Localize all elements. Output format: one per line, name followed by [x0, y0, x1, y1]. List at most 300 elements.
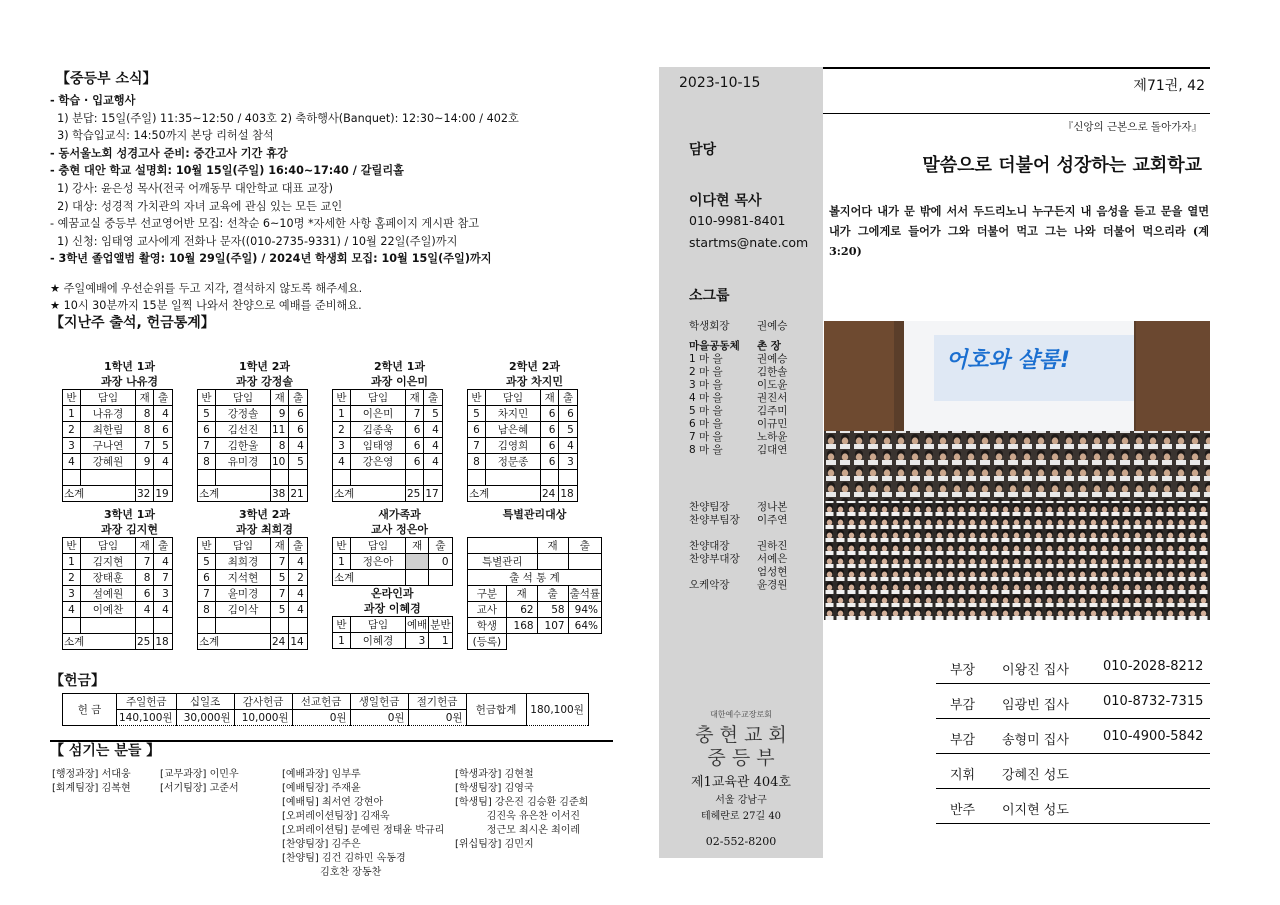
- class-table: [62, 389, 173, 502]
- staff-row: [689, 579, 787, 592]
- column-header: 담임: [216, 390, 271, 406]
- table-row: [333, 554, 453, 570]
- volume-number: 제71권, 42: [1133, 78, 1205, 94]
- contact-row: [936, 685, 1210, 719]
- column-header: 재: [271, 538, 289, 554]
- table-cell: [537, 554, 568, 570]
- table-cell: 4: [333, 454, 351, 470]
- table-cell: 이은미: [351, 406, 406, 422]
- table-cell: 임태영: [351, 438, 406, 454]
- servant-item: [예배팀장] 주재윤: [282, 783, 361, 794]
- table-row: [468, 422, 578, 438]
- column-header: 재: [271, 390, 289, 406]
- church-room: 제1교육관 404호: [690, 775, 791, 790]
- table-cell: [333, 470, 351, 486]
- column-header: 담임: [351, 538, 406, 554]
- offering-total: 180,100원: [526, 694, 588, 726]
- table-cell: 8: [198, 454, 216, 470]
- table-cell: 2: [289, 570, 307, 586]
- contact-phone: 010-8732-7315: [1103, 694, 1204, 709]
- special-title: 특별관리대상: [502, 508, 567, 521]
- table-row: [63, 602, 173, 618]
- staff-role: 2 마 을: [689, 366, 723, 378]
- staff-row: [689, 353, 787, 366]
- table-cell: 9: [136, 454, 154, 470]
- table-header: [198, 538, 308, 554]
- contact-name: 임광빈 집사: [1002, 698, 1069, 713]
- subtotal-value: 18: [154, 634, 172, 650]
- table-cell: 차지민: [486, 406, 541, 422]
- table-cell: 4: [136, 602, 154, 618]
- table-cell: 4: [154, 554, 172, 570]
- table-cell: 6: [406, 454, 424, 470]
- class-table: [332, 389, 443, 502]
- table-cell: 4: [424, 454, 442, 470]
- stats-footer: (등록): [468, 634, 507, 650]
- church-addr1: 서울 강남구: [715, 795, 767, 806]
- contact-phone: 010-4900-5842: [1103, 729, 1204, 744]
- table-cell: 정은아: [351, 554, 406, 570]
- table-cell: 3: [154, 586, 172, 602]
- group-leader: 과장 강정솔: [236, 375, 293, 388]
- table-row: [198, 618, 308, 634]
- table-cell: [198, 618, 216, 634]
- table-cell: 남은혜: [486, 422, 541, 438]
- table-cell: 김선진: [216, 422, 271, 438]
- table-cell: 4: [289, 554, 307, 570]
- bible-verse: 볼지어다 내가 문 밖에 서서 두드리노니 누구든지 내 음성을 듣고 문을 열면 내가 그에게로 들어가 그와 더불어 먹고 그는 나와 더불어 먹으리라 (계 3:20): [829, 204, 1209, 258]
- table-cell: 6: [541, 438, 559, 454]
- table-cell: 168: [506, 618, 537, 634]
- staff-row: [689, 379, 787, 392]
- staff-name: 김주미: [757, 405, 788, 417]
- subtotal-row: [198, 634, 308, 650]
- table-cell: 교사: [468, 602, 507, 618]
- table-cell: [154, 470, 172, 486]
- table-cell: [506, 634, 601, 650]
- staff-name: 정나본: [757, 501, 788, 513]
- subtotal-label: 소계: [63, 486, 136, 502]
- servants-title: 【 섬기는 분들 】: [50, 743, 161, 759]
- table-cell: 3: [559, 454, 577, 470]
- offering-row-label: 헌 금: [63, 694, 117, 726]
- table-cell: 5: [271, 570, 289, 586]
- staff-role: 4 마 을: [689, 392, 723, 404]
- subtotal-value: 25: [406, 486, 424, 502]
- column-header: 출: [429, 538, 452, 554]
- staff-row: [689, 418, 787, 431]
- motto: 『신앙의 근본으로 돌아가자』: [1062, 121, 1202, 133]
- servant-item: [학생팀장] 김영국: [455, 783, 534, 794]
- table-cell: 김이삭: [216, 602, 271, 618]
- servant-item: [오퍼레이션팀] 문예린 정태윤 박규리: [282, 825, 445, 836]
- group-grade: 1학년 1과: [103, 360, 155, 373]
- table-header: [333, 390, 443, 406]
- table-cell: 8: [468, 454, 486, 470]
- smallgroup-label: 소그룹: [689, 288, 730, 304]
- column-header: 재: [136, 390, 154, 406]
- table-cell: 설예원: [81, 586, 136, 602]
- column-header: 재: [541, 390, 559, 406]
- group-leader: 과장 나유경: [101, 375, 158, 388]
- table-cell: 4: [289, 586, 307, 602]
- contact-role: 반주: [950, 803, 976, 818]
- table-cell: 구나연: [81, 438, 136, 454]
- pastor-email: startms@nate.com: [689, 235, 809, 250]
- staff-name: 이규민: [757, 418, 788, 430]
- table-cell: 나유경: [81, 406, 136, 422]
- table-cell: 4: [289, 602, 307, 618]
- table-cell: [136, 618, 154, 634]
- table-row: [63, 570, 173, 586]
- table-cell: [63, 618, 81, 634]
- table-cell: 5: [154, 438, 172, 454]
- news-item: 2) 대상: 성경적 가치관의 자녀 교육에 관심 있는 모든 교인: [50, 199, 343, 213]
- servant-item: [서기팀장] 고준서: [160, 783, 239, 794]
- contact-role: 지휘: [950, 768, 976, 783]
- subtotal-label: 소계: [468, 486, 541, 502]
- offering-name: 감사헌금: [234, 694, 292, 710]
- table-cell: 107: [537, 618, 568, 634]
- table-cell: 7: [271, 554, 289, 570]
- group-leader: 과장 김지현: [101, 523, 158, 536]
- table-cell: 64%: [568, 618, 601, 634]
- column-header: 반: [333, 538, 351, 554]
- subtotal-value: 17: [424, 486, 442, 502]
- table-row: [468, 406, 578, 422]
- column-header: 재: [506, 586, 537, 602]
- subtotal-label: 소계: [63, 634, 136, 650]
- column-header: 반: [333, 390, 351, 406]
- table-cell: 강은영: [351, 454, 406, 470]
- offering-names: [63, 694, 589, 710]
- staff-name: 이도윤: [757, 379, 788, 391]
- staff-row: [689, 392, 787, 405]
- group-grade: 2학년 2과: [508, 360, 560, 373]
- table-cell: 4: [63, 454, 81, 470]
- staff-row: [689, 501, 787, 514]
- staff-row: [689, 340, 781, 353]
- servant-item: [찬양팀] 김건 김하민 옥동경: [282, 853, 406, 864]
- contact-role: 부감: [950, 698, 976, 713]
- staff-role: 찬양대장: [689, 540, 730, 552]
- table-cell: [198, 470, 216, 486]
- subtotal-value: 24: [541, 486, 559, 502]
- table-row: [468, 438, 578, 454]
- contact-row: [936, 790, 1210, 824]
- servant-item: [예배과장] 임부루: [282, 769, 361, 780]
- news-item: - 동서울노회 성경고사 준비: 중간고사 기간 휴강: [50, 146, 288, 160]
- servant-item: 김호찬 장동찬: [282, 867, 382, 878]
- offering-name: 십일조: [176, 694, 234, 710]
- table-row: [198, 554, 308, 570]
- table-cell: 5: [271, 602, 289, 618]
- table-cell: 이예찬: [81, 602, 136, 618]
- group-grade: 새가족과: [378, 508, 421, 521]
- servant-item: [행정과장] 서대웅: [52, 769, 131, 780]
- column-header: 출: [559, 390, 577, 406]
- staff-name: 서예은: [757, 553, 788, 565]
- table-cell: 0: [429, 554, 452, 570]
- table-cell: 강정솔: [216, 406, 271, 422]
- table-row: [198, 454, 308, 470]
- subtotal-value: 14: [289, 634, 307, 650]
- table-row: [333, 470, 443, 486]
- offering-amount: 140,100원: [117, 710, 177, 726]
- table-cell: 정문종: [486, 454, 541, 470]
- staff-row: [689, 540, 787, 553]
- servant-item: [교무과장] 이민우: [160, 769, 239, 780]
- staff-name: 권진서: [757, 392, 788, 404]
- table-cell: 1: [63, 554, 81, 570]
- staff-role: 마을공동체: [689, 340, 740, 352]
- table-cell: [351, 470, 406, 486]
- table-cell: 장태훈: [81, 570, 136, 586]
- online-cols: [333, 617, 453, 633]
- table-cell: 9: [271, 406, 289, 422]
- table-row: [468, 454, 578, 470]
- online-leader: 과장 이혜경: [363, 602, 421, 615]
- offering-table: [62, 693, 589, 726]
- table-cell: 7: [406, 406, 424, 422]
- table-cell: 8: [136, 406, 154, 422]
- class-group: [197, 507, 332, 650]
- staff-role: 찬양부대장: [689, 553, 740, 565]
- servants-col-3: [282, 768, 444, 880]
- column-header: 반: [333, 617, 351, 633]
- table-row: [198, 586, 308, 602]
- table-cell: [271, 618, 289, 634]
- contact-row: [936, 720, 1210, 754]
- newfamily-group: [332, 507, 467, 650]
- table-cell: 김종욱: [351, 422, 406, 438]
- table-cell: 6: [289, 422, 307, 438]
- table-cell: [63, 470, 81, 486]
- staff-name: 윤경원: [757, 579, 788, 591]
- column-header: 반: [468, 390, 486, 406]
- subtotal-row: [63, 486, 173, 502]
- staff-role: 찬양팀장: [689, 501, 730, 513]
- table-cell: 최한림: [81, 422, 136, 438]
- table-cell: 6: [559, 406, 577, 422]
- stats-title-row: [468, 570, 602, 586]
- class-group: [62, 359, 197, 502]
- table-cell: 3: [406, 633, 429, 649]
- table-cell: 4: [154, 406, 172, 422]
- crowd-front: [824, 501, 1210, 620]
- table-cell: 6: [541, 406, 559, 422]
- table-row: [198, 406, 308, 422]
- table-cell: 학생: [468, 618, 507, 634]
- staff-role: 오케악장: [689, 579, 730, 591]
- table-row: [198, 602, 308, 618]
- table-cell: 1: [429, 633, 452, 649]
- staff-name: 권하진: [757, 540, 788, 552]
- column-header: 담임: [486, 390, 541, 406]
- dept-name: 중 등 부: [707, 747, 775, 769]
- table-cell: 4: [289, 438, 307, 454]
- table-cell: 5: [289, 454, 307, 470]
- contact-role: 부장: [950, 663, 976, 678]
- newfamily-table: [332, 537, 453, 649]
- subtotal-label: 소계: [333, 486, 406, 502]
- column-header: 출: [568, 538, 601, 554]
- servants-col-4: [455, 768, 588, 852]
- staff-name: 권예승: [757, 353, 788, 365]
- servant-item: [학생과장] 김현철: [455, 769, 534, 780]
- table-cell: 2: [63, 570, 81, 586]
- servant-item: 정근모 최시온 최이레: [455, 825, 581, 836]
- table-cell: 6: [468, 422, 486, 438]
- subtotal-row: [468, 486, 578, 502]
- servant-item: [학생팀] 강은진 김승환 김준희: [455, 797, 589, 808]
- column-header: 반: [63, 538, 81, 554]
- group-leader: 과장 최희경: [236, 523, 293, 536]
- table-cell: [468, 538, 538, 554]
- table-row: [333, 633, 453, 649]
- subtotal-row: [63, 634, 173, 650]
- table-row: [198, 470, 308, 486]
- servant-item: 김진욱 유은찬 이서진: [455, 811, 581, 822]
- offering-title: 【헌금】: [50, 673, 106, 689]
- class-group: [62, 507, 197, 650]
- offering-amount: 0원: [408, 710, 466, 726]
- column-header: 출: [154, 390, 172, 406]
- left-panel: [50, 70, 610, 332]
- church-tel: 02-552-8200: [705, 835, 777, 848]
- table-row: [333, 454, 443, 470]
- notes-list: [50, 280, 610, 314]
- table-row: [63, 586, 173, 602]
- column-header: 재: [537, 538, 568, 554]
- servant-item: [위십팀장] 김민지: [455, 839, 534, 850]
- news-item: - 충현 대안 학교 설명회: 10월 15일(주일) 16:40~17:40 / 갈릴리홀: [50, 164, 404, 178]
- table-cell: [216, 470, 271, 486]
- staff-role: 6 마 을: [689, 418, 723, 430]
- table-cell: 6: [406, 422, 424, 438]
- staff-name: 노하윤: [757, 431, 788, 443]
- column-header: 담임: [81, 538, 136, 554]
- table-row: [198, 438, 308, 454]
- offering-amount: 0원: [292, 710, 350, 726]
- subtotal-value: 32: [136, 486, 154, 502]
- group-leader: 과장 이은미: [371, 375, 428, 388]
- table-cell: [216, 618, 271, 634]
- staff-name: 촌 장: [757, 340, 781, 352]
- table-row: [63, 438, 173, 454]
- column-header: 담임: [351, 617, 406, 633]
- table-row: [63, 554, 173, 570]
- table-cell: 2: [63, 422, 81, 438]
- table-cell: [568, 554, 601, 570]
- subtotal-value: 38: [271, 486, 289, 502]
- special-label: 특별관리: [468, 554, 538, 570]
- offering-amount: 10,000원: [234, 710, 292, 726]
- contact-name: 강혜진 성도: [1002, 768, 1069, 783]
- staff-row: [689, 366, 787, 379]
- table-cell: [289, 618, 307, 634]
- column-header: 재: [136, 538, 154, 554]
- news-item: - 학습 · 입교행사: [50, 94, 136, 107]
- column-header: 담임: [81, 390, 136, 406]
- table-cell: 6: [541, 454, 559, 470]
- note-item: ★ 주일예배에 우선순위를 두고 지각, 결석하지 않도록 해주세요.: [50, 281, 363, 295]
- table-cell: 6: [136, 586, 154, 602]
- subtotal-label: 소계: [333, 570, 406, 586]
- staff-role: 찬양부팀장: [689, 514, 740, 526]
- subtotal-value: 21: [289, 486, 307, 502]
- column-header: 구분: [468, 586, 507, 602]
- table-cell: [486, 470, 541, 486]
- column-header: 분반: [429, 617, 452, 633]
- table-cell: 5: [198, 406, 216, 422]
- table-cell: 11: [271, 422, 289, 438]
- group-grade: 2학년 1과: [373, 360, 425, 373]
- subtotal-value: 25: [136, 634, 154, 650]
- table-header: [63, 390, 173, 406]
- table-cell: 7: [154, 570, 172, 586]
- header-rule: [823, 67, 1210, 69]
- staff-label: 담당: [689, 142, 717, 158]
- group-leader: 과장 차지민: [506, 375, 563, 388]
- table-cell: 7: [198, 586, 216, 602]
- subtotal-row: [198, 486, 308, 502]
- table-row: [198, 422, 308, 438]
- header-rule-2: [823, 113, 1210, 114]
- column-header: 담임: [216, 538, 271, 554]
- table-cell: 지석현: [216, 570, 271, 586]
- staff-role: 5 마 을: [689, 405, 723, 417]
- pastor-phone: 010-9981-8401: [689, 213, 786, 228]
- table-cell: 김지현: [81, 554, 136, 570]
- staff-row: [689, 431, 787, 444]
- subtotal-row: [333, 486, 443, 502]
- table-cell: 4: [424, 438, 442, 454]
- table-header: [63, 538, 173, 554]
- table-row: [333, 406, 443, 422]
- table-cell: 6: [541, 422, 559, 438]
- offering-name: 주일헌금: [117, 694, 177, 710]
- table-row: [468, 554, 602, 570]
- table-cell: 2: [333, 422, 351, 438]
- offering-total-label: 헌금합계: [466, 694, 526, 726]
- special-group: [467, 507, 602, 650]
- servant-item: [회계팀장] 김복현: [52, 783, 131, 794]
- table-cell: 4: [424, 422, 442, 438]
- table-header: [198, 390, 308, 406]
- stats-title: 출 석 통 계: [468, 570, 602, 586]
- table-header: [468, 390, 578, 406]
- contact-phone: 010-2028-8212: [1103, 659, 1204, 674]
- church-addr2: 테헤란로 27길 40: [700, 811, 782, 822]
- column-header: 재: [406, 538, 429, 554]
- attendance-title: 【지난주 출석, 헌금통계】: [50, 314, 215, 331]
- president-row: 학생회장 권예승: [689, 320, 788, 332]
- table-cell: 10: [271, 454, 289, 470]
- table-cell: 94%: [568, 602, 601, 618]
- subtotal-value: 18: [559, 486, 577, 502]
- table-cell: 5: [424, 406, 442, 422]
- subtotal-row: [333, 570, 453, 586]
- table-cell: [289, 470, 307, 486]
- column-header: 출: [537, 586, 568, 602]
- table-row: [333, 438, 443, 454]
- group-photo: [824, 321, 1210, 620]
- online-grade: 온라인과: [371, 587, 414, 600]
- table-cell: 3: [63, 438, 81, 454]
- contact-name: 송형미 집사: [1002, 733, 1069, 748]
- staff-role: 1 마 을: [689, 353, 723, 365]
